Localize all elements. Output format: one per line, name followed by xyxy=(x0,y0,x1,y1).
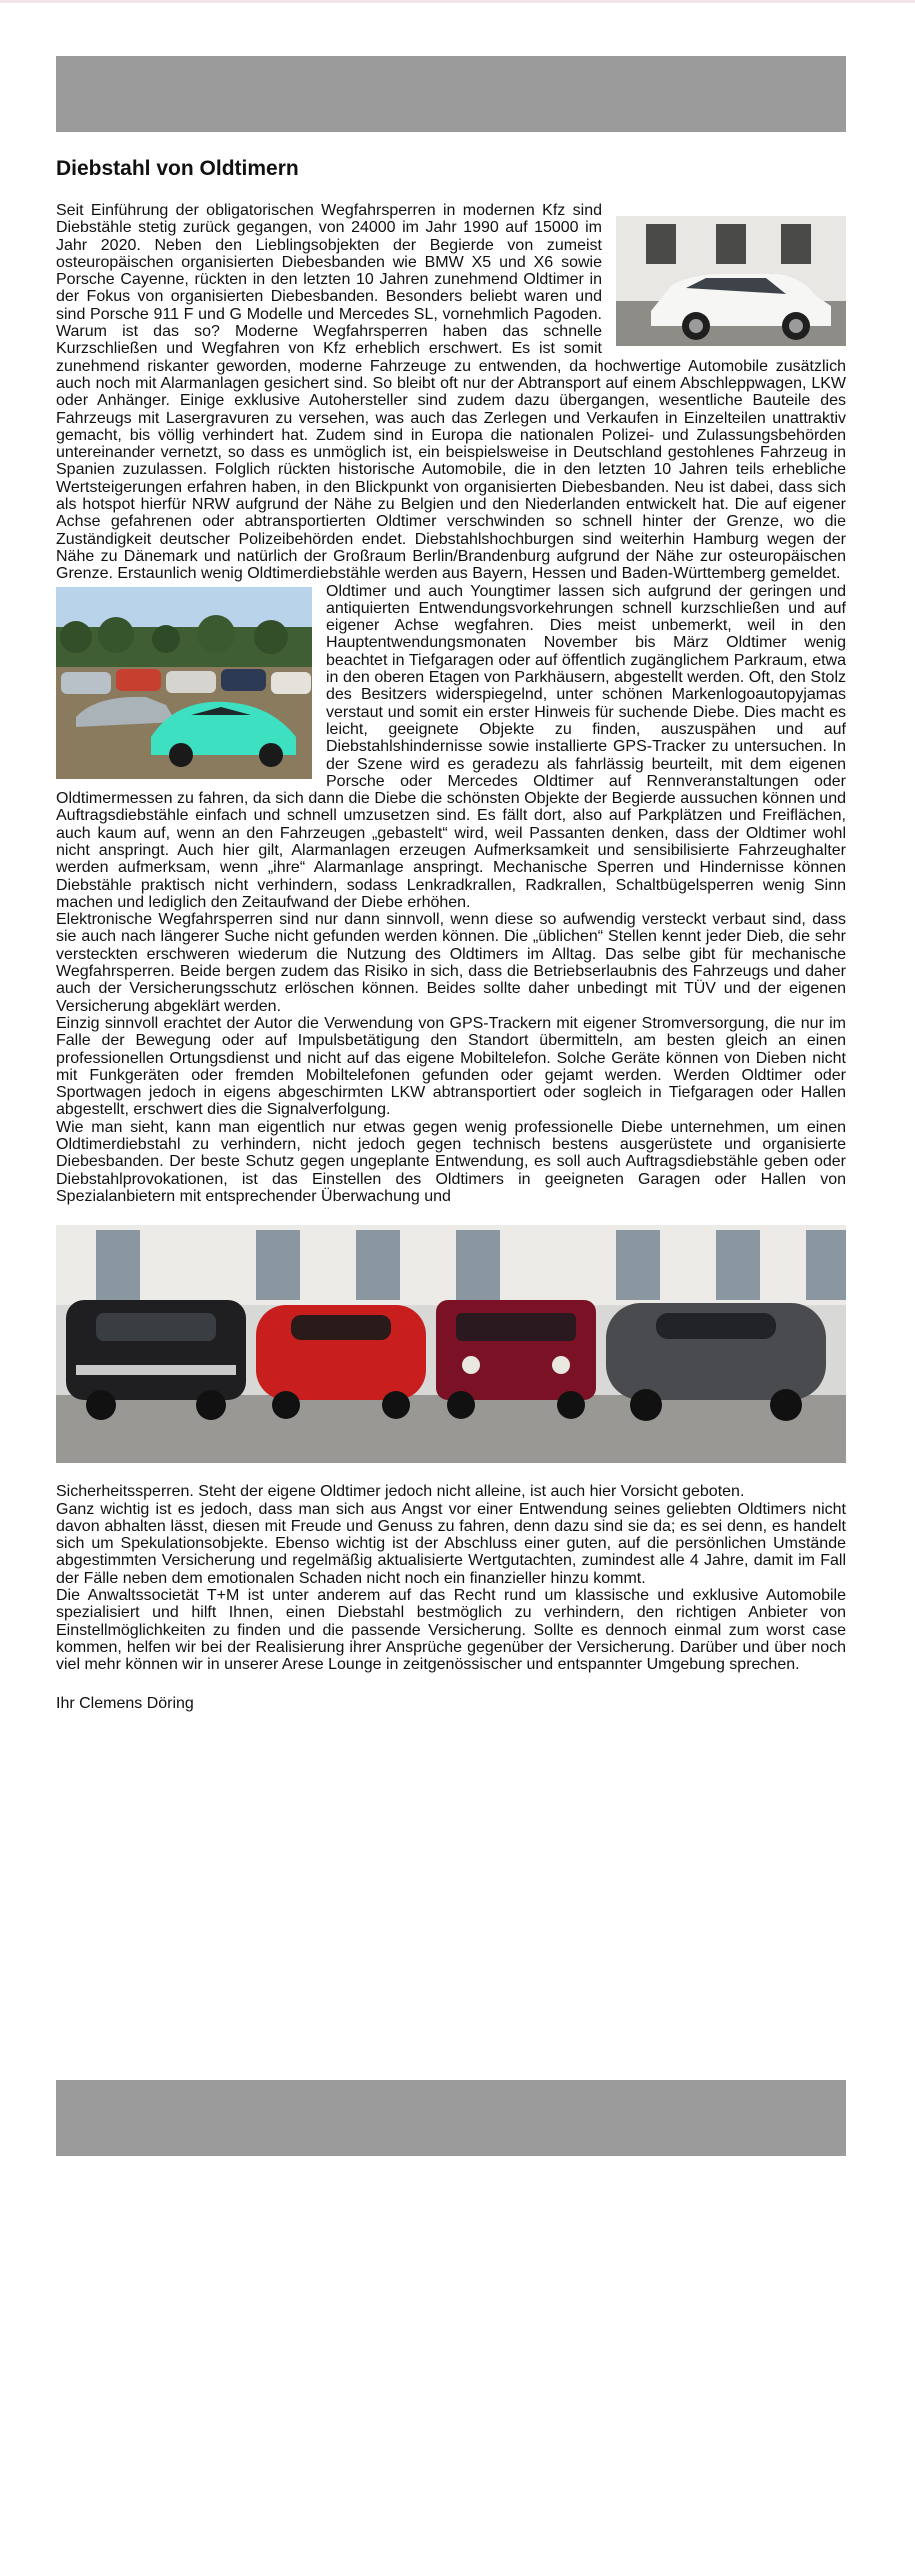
paragraph-1: Seit Einführung der obligatorischen Wegfahrsperren in modernen Kfz sind Diebstähle stetig zurück gegangen, von 24000 im Jahr 1990 auf 15000 im Jahr 2020. Neben den Lieblingsobjekten der Begierde von zumeist osteuropäischen organisierten Diebesbanden wie BMW X5 und X6 sowie Porsche Cayenne, rückten in den letzten 10 Jahren zunehmend Oldtimer in der Fokus von organisierten Diebesbanden. Besonders beliebt waren und sind Porsche 911 F und G Modelle und Mercedes SL, vornehmlich Pagoden. Warum ist das so? Moderne Wegfahrsperren haben das schnelle Kurzschließen und Wegfahren von Kfz erheblich erschwert. Es ist somit zunehmend riskanter geworden, moderne Fahrzeuge zu entwenden, da hochwertige Automobile zusätzlich auch noch mit Alarmanlagen gesichert sind. So bleibt oft nur der Abtransport auf einem Abschleppwagen, LKW oder Anhänger. Einige exklusive Autohersteller sind zudem dazu übergangen, wesentliche Bauteile des Fahrzeugs mit Lasergravuren zu versehen, was auch das Zerlegen und Verkaufen in Einzelteilen unattraktiv gemacht, bis völlig verhindert hat. Zudem sind in Europa die nationalen Polizei- und Zulassungsbehörden untereinander vernetzt, so dass es unmöglich ist, ein beispielsweise in Deutschland gestohlenes Fahrzeug in Spanien zuzulassen. Folglich rückten historische Automobile, die in den letzten 10 Jahren teils erhebliche Wertsteigerungen erfahren haben, in den Blickpunkt von organisierten Diebesbanden. Neu ist dabei, dass sich als hotspot hierfür NRW aufgrund der Nähe zu Belgien und den Niederlanden entwickelt hat. Die auf eigener Achse gefahrenen oder abtransportierten Oldtimer verschwinden so schnell hinter der Grenze, wo die Zuständigkeit deutscher Polizeibehörden endet. Diebstahlshochburgen sind weiterhin Hamburg wegen der Nähe zu Dänemark und natürlich der Großraum Berlin/Brandenburg aufgrund der Nähe zur osteuropäischen Grenze. Erstaunlich wenig Oldtimerdiebstähle werden aus Bayern, Hessen und Baden-Württemberg gemeldet. xyxy=(56,202,846,583)
paragraph-7: Ganz wichtig ist es jedoch, dass man sich aus Angst vor einer Entwendung seines geliebten Oldtimers nicht davon abhalten lässt, diesen mit Freude und Genuss zu fahren, denn dazu sind sie da; es sei denn, es handelt sich um Spekulationsobjekte. Ebenso wichtig ist der Abschluss einer guten, auf die persönlichen Umstände abgestimmten Versicherung und regelmäßig aktualisierte Wertgutachten, zumindest alle 4 Jahre, damit im Fall der Fälle neben dem emotionalen Schaden nicht noch ein finanzieller hinzu kommt. xyxy=(56,1500,846,1587)
paragraph-8: Die Anwaltssocietät T+M ist unter anderem auf das Recht rund um klassische und exklusive Automobile spezialisiert und hilft Ihnen, einen Diebstahl bestmöglich zu verhindern, den richtigen Anbieter von Einstellmöglichkeiten zu finden und die passende Versicherung. Sollte es dennoch einmal zum worst case kommen, helfen wir bei der Realisierung ihrer Ansprüche gegenüber der Versicherung. Darüber und über noch viel mehr können wir in unserer Arese Lounge in zeitgenössischer und entspannter Umgebung sprechen. xyxy=(56,1587,846,1674)
car-meet-photo xyxy=(56,587,312,779)
header-banner xyxy=(56,56,846,132)
paragraph-2: Oldtimer und auch Youngtimer lassen sich aufgrund der geringen und antiquierten Entwendungsvorkehrungen schnell kurzschließen und auf eigener Achse wegfahren. Dies meist unbemerkt, weil in den Hauptentwendungsmonaten November bis März Oldtimer wenig beachtet in Tiefgaragen oder auf öffentlich zugänglichem Parkraum, etwa in den oberen Etagen von Parkhäusern, abgestellt werden. Oft, den Stolz des Besitzers widerspiegelnd, unter schönen Markenlogoautopyjamas verstaut und somit ein erster Hinweis für suchende Diebe. Dies macht es leicht, geeignete Objekte zu finden, auszuspähen und auf Diebstahlshindernisse sowie installierte GPS-Tracker zu untersuchen. In der Szene wird es geradezu als fahrlässig beurteilt, mit dem eigenen Porsche oder Mercedes Oldtimer auf Rennveranstaltungen oder Oldtimermessen zu fahren, da sich dann die Diebe die schönsten Objekte der Begierde aussuchen können und Auftragsdiebstähle einfach und schnell umzusetzen sind. Es fällt dort, also auf Parkplätzen und Freiflächen, auch kaum auf, wenn an den Fahrzeugen „gebastelt“ wird, weil Passanten denken, dass der Oldtimer wohl nicht anspringt. Auch hier gilt, Alarmanlagen erzeugen Aufmerksamkeit und sensibilisierte Fahrzeughalter werden aufmerksam, wenn „ihre“ Alarmanlage anspringt. Mechanische Sperren und Hindernisse können Diebstähle praktisch nicht verhindern, sodass Lenkradkrallen, Radkrallen, Schaltbügelsperren wenig Sinn machen und lediglich den Zeitaufwand der Diebe erhöhen. xyxy=(56,582,846,911)
top-edge-line xyxy=(0,0,915,3)
paragraph-6: Sicherheitssperren. Steht der eigene Oldtimer jedoch nicht alleine, ist auch hier Vorsicht geboten. xyxy=(56,1483,745,1501)
paragraph-4: Einzig sinnvoll erachtet der Autor die Verwendung von GPS-Trackern mit eigener Stromversorgung, die nur im Falle der Bewegung oder auf Impulsbetätigung den Standort übermitteln, am besten gleich an einen professionellen Ortungsdienst und nicht auf das eigene Mobiltelefon. Solche Geräte können von Dieben nicht mit Funkgeräten oder fremden Mobiltelefonen gefunden oder gejamt werden. Werden Oldtimer oder Sportwagen jedoch in eigens abgeschirmten LKW abtransportiert oder sogleich in Tiefgaragen oder Hallen abgestellt, erschwert dies die Signalverfolgung. xyxy=(56,1014,846,1119)
signoff: Ihr Clemens Döring xyxy=(56,1695,194,1713)
article-title: Diebstahl von Oldtimern xyxy=(56,157,299,180)
footer-banner xyxy=(56,2080,846,2156)
paragraph-5: Wie man sieht, kann man eigentlich nur etwas gegen wenig professionelle Diebe unternehmen, um einen Oldtimerdiebstahl zu verhindern, nicht jedoch gegen technisch bestens ausgerüstete und organisierte Diebesbanden. Der beste Schutz gegen ungeplante Entwendung, es soll auch Auftragsdiebstähle geben oder Diebstahlprovokationen, ist das Einstellen des Oldtimers in geeigneten Garagen oder Hallen von Spezialanbietern mit entsprechender Überwachung und xyxy=(56,1118,846,1205)
paragraph-3: Elektronische Wegfahrsperren sind nur dann sinnvoll, wenn diese so aufwendig versteckt verbaut sind, dass sie auch nach längerer Suche nicht gefunden werden können. Die „üblichen“ Stellen kennt jeder Dieb, die sehr versteckten erschweren wiederum die Nutzung des Oldtimers im Alltag. Das selbe gibt für mechanische Wegfahrsperren. Beide bergen zudem das Risiko in sich, dass die Betriebserlaubnis des Fahrzeugs und daher auch der Versicherungsschutz erlöschen können. Beides sollte daher unbedingt mit TÜV und der eigenen Versicherung abgeklärt werden. xyxy=(56,911,846,1015)
article xyxy=(56,156,846,1713)
suv-photo xyxy=(616,216,846,346)
garage-photo xyxy=(56,1225,846,1463)
page-content xyxy=(56,56,846,1713)
